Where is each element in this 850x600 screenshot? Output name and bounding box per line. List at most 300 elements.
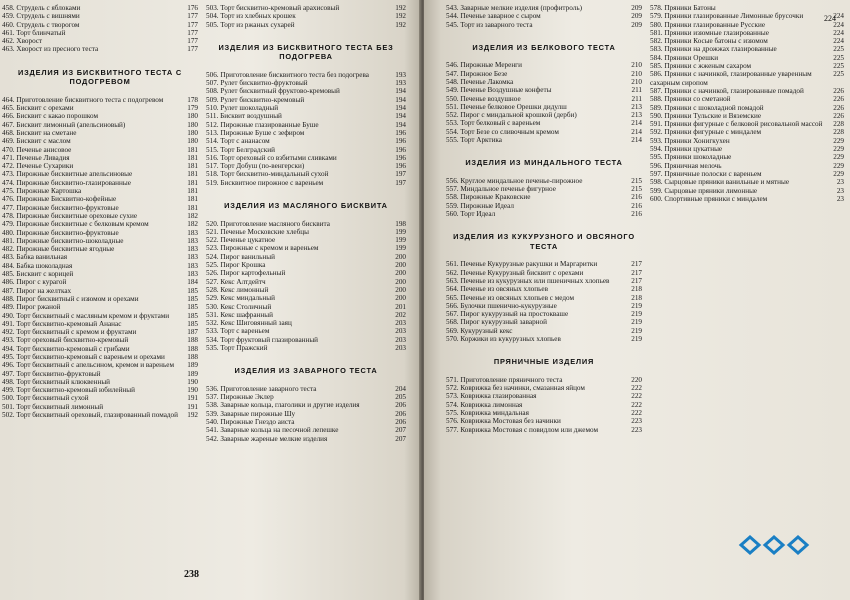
recipe-entry xyxy=(2,320,198,328)
recipe-entry xyxy=(206,435,406,443)
recipe-title: 561. Печенье Кукурузные ракушки и Маргаритки xyxy=(446,260,598,269)
recipe-entry xyxy=(2,212,198,220)
recipe-page-number: 182 xyxy=(187,211,198,220)
recipe-title: 549. Печенье Воздушные конфеты xyxy=(446,86,552,95)
recipe-entry xyxy=(650,145,844,153)
section-spacer xyxy=(446,343,642,357)
recipe-entry xyxy=(446,21,642,29)
recipe-page-number: 194 xyxy=(395,104,406,113)
recipe-page-number: 192 xyxy=(395,20,406,29)
recipe-page-number: 185 xyxy=(187,286,198,295)
recipe-entry xyxy=(2,104,198,112)
recipe-page-number: 211 xyxy=(631,94,642,103)
recipe-page-number: 181 xyxy=(187,162,198,171)
recipe-page-number: 196 xyxy=(395,145,406,154)
recipe-title: 523. Пирожные с кремом и вареньем xyxy=(206,244,319,253)
recipe-entry xyxy=(2,37,198,45)
recipe-title: 556. Круглое миндальное печенье-пирожное xyxy=(446,176,583,185)
recipe-page-number: 191 xyxy=(187,402,198,411)
recipe-entry xyxy=(2,328,198,336)
recipe-title: 500. Торт бисквитный сухой xyxy=(2,394,89,403)
recipe-page-number: 210 xyxy=(631,61,642,70)
recipe-entry xyxy=(2,21,198,29)
recipe-title: 543. Заварные мелкие изделия (профитроль) xyxy=(446,4,583,12)
recipe-page-number: 211 xyxy=(631,86,642,95)
section-spacer xyxy=(206,211,406,220)
recipe-page-number: 222 xyxy=(631,384,642,393)
recipe-entry xyxy=(206,327,406,335)
recipe-entry xyxy=(206,278,406,286)
recipe-page-number: 177 xyxy=(187,20,198,29)
recipe-entry xyxy=(206,311,406,319)
recipe-page-number: 197 xyxy=(395,178,406,187)
recipe-page-number: 209 xyxy=(631,20,642,29)
recipe-page-number: 219 xyxy=(631,335,642,344)
recipe-entry xyxy=(206,96,406,104)
recipe-entry xyxy=(206,244,406,252)
recipe-entry xyxy=(650,37,844,45)
recipe-page-number: 181 xyxy=(187,203,198,212)
recipe-page-number: 23 xyxy=(836,178,844,187)
recipe-page-number: 189 xyxy=(187,369,198,378)
recipe-entry xyxy=(2,45,198,53)
right-page-number: 224 xyxy=(824,14,836,23)
recipe-page-number: 181 xyxy=(187,170,198,179)
recipe-entry xyxy=(2,137,198,145)
recipe-entry xyxy=(650,162,844,170)
recipe-page-number: 224 xyxy=(833,20,844,29)
recipe-page-number: 207 xyxy=(395,426,406,435)
recipe-title: 481. Пирожные бисквитно-шоколадные xyxy=(2,236,124,245)
recipe-title: 509. Рулет бисквитно-кремовый xyxy=(206,95,305,104)
recipe-title: 472. Печенье Сухарики xyxy=(2,162,74,171)
recipe-title: 559. Пирожные Идеал xyxy=(446,201,515,210)
recipe-title: 491. Торт бисквитно-кремовый Ананас xyxy=(2,319,122,328)
recipe-page-number: 226 xyxy=(833,103,844,112)
recipe-entry xyxy=(650,178,844,186)
recipe-page-number: 181 xyxy=(187,195,198,204)
recipe-entry xyxy=(206,146,406,154)
recipe-entry xyxy=(446,392,642,400)
recipe-page-number: 229 xyxy=(833,145,844,154)
recipe-page-number: 185 xyxy=(187,303,198,312)
recipe-title: 542. Заварные жареные мелкие изделия xyxy=(206,434,328,443)
recipe-page-number: 197 xyxy=(395,170,406,179)
recipe-title: 525. Пирог Крошка xyxy=(206,261,266,270)
recipe-page-number: 181 xyxy=(187,145,198,154)
recipe-title: 532. Кекс Шиговянный заяц xyxy=(206,319,292,328)
recipe-entry xyxy=(446,401,642,409)
recipe-entry xyxy=(446,70,642,78)
recipe-title: 544. Печенье заварное с сыром xyxy=(446,12,541,21)
recipe-entry xyxy=(2,12,198,20)
recipe-page-number: 183 xyxy=(187,261,198,270)
recipe-page-number: 194 xyxy=(395,112,406,121)
recipe-page-number: 188 xyxy=(187,344,198,353)
recipe-title: 502. Торт бисквитный ореховый, глазированный помадой xyxy=(2,411,178,420)
recipe-page-number: 210 xyxy=(631,69,642,78)
recipe-entry xyxy=(446,193,642,201)
recipe-entry xyxy=(446,111,642,119)
recipe-page-number: 223 xyxy=(631,417,642,426)
section-heading: ИЗДЕЛИЯ ИЗ МИНДАЛЬНОГО ТЕСТА xyxy=(465,158,623,168)
right-page xyxy=(424,0,850,600)
recipe-entry xyxy=(650,87,844,95)
recipe-title: 511. Бисквит воздушный xyxy=(206,112,282,121)
recipe-title: 463. Хворост из пресного теста xyxy=(2,45,99,54)
recipe-entry xyxy=(206,261,406,269)
recipe-title: 540. Пирожные Гнездо аиста xyxy=(206,417,295,426)
recipe-page-number: 214 xyxy=(631,119,642,128)
recipe-title: 598. Сырцовые пряники ванильные и мятные xyxy=(650,178,790,187)
recipe-page-number: 201 xyxy=(395,302,406,311)
recipe-entry xyxy=(446,260,642,268)
recipe-entry xyxy=(446,119,642,127)
recipe-title: 526. Пирог картофельный xyxy=(206,269,286,278)
recipe-entry xyxy=(206,236,406,244)
recipe-entry xyxy=(206,79,406,87)
recipe-page-number: 190 xyxy=(187,377,198,386)
recipe-page-number: 229 xyxy=(833,153,844,162)
recipe-entry xyxy=(206,4,406,12)
recipe-page-number: 213 xyxy=(631,111,642,120)
recipe-page-number: 198 xyxy=(395,219,406,228)
recipe-title: 574. Коврижка лимонная xyxy=(446,400,523,409)
recipe-title: 553. Торт белковый с вареньем xyxy=(446,119,541,128)
recipe-title: 474. Пирожные бисквитно-глазированные xyxy=(2,178,131,187)
recipe-entry xyxy=(206,319,406,327)
recipe-entry xyxy=(2,378,198,386)
recipe-page-number: 187 xyxy=(187,328,198,337)
recipe-page-number: 229 xyxy=(833,136,844,145)
section-heading: ИЗДЕЛИЯ ИЗ ЗАВАРНОГО ТЕСТА xyxy=(234,366,378,376)
recipe-page-number: 192 xyxy=(395,4,406,12)
left-page xyxy=(0,0,421,600)
recipe-page-number: 220 xyxy=(631,375,642,384)
recipe-page-number: 183 xyxy=(187,236,198,245)
recipe-entry xyxy=(446,384,642,392)
recipe-title: 498. Торт бисквитный клюквенный xyxy=(2,377,110,386)
recipe-entry xyxy=(446,335,642,343)
recipe-entry xyxy=(206,162,406,170)
recipe-entry xyxy=(2,129,198,137)
recipe-title: 573. Коврижка глазированная xyxy=(446,392,537,401)
recipe-title: 594. Пряники цукатные xyxy=(650,145,723,154)
recipe-page-number: 23 xyxy=(836,186,844,195)
recipe-title: 596. Пряничная мелочь xyxy=(650,161,722,170)
recipe-entry xyxy=(650,120,844,128)
recipe-page-number: 200 xyxy=(395,261,406,270)
recipe-page-number: 199 xyxy=(395,244,406,253)
recipe-entry xyxy=(2,370,198,378)
recipe-entry xyxy=(206,228,406,236)
recipe-title: 558. Пирожные Краковские xyxy=(446,193,531,202)
recipe-entry xyxy=(650,153,844,161)
recipe-title: 585. Пряники с жженым сахаром xyxy=(650,62,752,71)
recipe-page-number: 181 xyxy=(187,187,198,196)
recipe-title: 465. Бисквит с орехами xyxy=(2,104,74,113)
recipe-page-number: 200 xyxy=(395,285,406,294)
recipe-title: 518. Торт бисквитно-миндальный сухой xyxy=(206,170,329,179)
recipe-entry xyxy=(2,295,198,303)
recipe-page-number: 204 xyxy=(395,384,406,393)
recipe-page-number: 178 xyxy=(187,95,198,104)
recipe-page-number: 215 xyxy=(631,176,642,185)
recipe-title: 475. Пирожные Картошка xyxy=(2,187,82,196)
recipe-title: 584. Пряники Орешки xyxy=(650,53,719,62)
section-spacer xyxy=(446,367,642,376)
recipe-title: 495. Торт бисквитно-кремовый с вареньем и орехами xyxy=(2,352,165,361)
recipe-entry xyxy=(446,409,642,417)
recipe-title: 541. Заварные кольца на песочной лепешке xyxy=(206,426,339,435)
recipe-entry xyxy=(206,71,406,79)
recipe-entry xyxy=(446,210,642,218)
section-spacer xyxy=(206,62,406,71)
recipe-title: 486. Пирог с курагой xyxy=(2,278,67,287)
recipe-page-number: 214 xyxy=(631,136,642,145)
recipe-page-number: 189 xyxy=(187,361,198,370)
recipe-page-number: 205 xyxy=(395,393,406,402)
recipe-title: 468. Бисквит на сметане xyxy=(2,128,77,137)
left-page-column-2 xyxy=(206,4,406,443)
recipe-title: 564. Печенье из овсяных хлопьев xyxy=(446,285,548,294)
section-heading: ИЗДЕЛИЯ ИЗ БИСКВИТНОГО ТЕСТА БЕЗ ПОДОГРЕВА xyxy=(218,42,394,62)
recipe-title: 469. Бисквит с маслом xyxy=(2,137,71,146)
recipe-title: 581. Пряники изюмные глазированные xyxy=(650,28,769,37)
recipe-page-number: 180 xyxy=(187,120,198,129)
recipe-page-number: 218 xyxy=(631,285,642,294)
section-spacer xyxy=(206,376,406,385)
recipe-page-number: 206 xyxy=(395,401,406,410)
section-spacer xyxy=(446,251,642,260)
recipe-title: 464. Приготовление бисквитного теста с подогревом xyxy=(2,95,164,104)
recipe-title: 516. Торт ореховый со взбитыми сливками xyxy=(206,153,337,162)
recipe-title: 519. Бисквитное пирожное с вареньем xyxy=(206,178,324,187)
recipe-page-number: 216 xyxy=(631,193,642,202)
recipe-page-number: 185 xyxy=(187,311,198,320)
recipe-title: 533. Торт с вареньем xyxy=(206,327,270,336)
recipe-entry xyxy=(650,195,844,203)
recipe-title: 471. Печенье Ливадия xyxy=(2,153,70,162)
recipe-entry xyxy=(206,170,406,178)
recipe-page-number: 218 xyxy=(631,293,642,302)
recipe-entry xyxy=(206,294,406,302)
section-spacer xyxy=(446,144,642,158)
recipe-title: 555. Торт Арктика xyxy=(446,136,502,145)
recipe-title: 563. Печенье из кукурузных или пшеничных хлопьев xyxy=(446,276,610,285)
recipe-title: 508. Рулет бисквитный фруктово-кремовый xyxy=(206,87,340,96)
recipe-page-number: 199 xyxy=(395,227,406,236)
recipe-title: 550. Печенье воздушное xyxy=(446,94,521,103)
recipe-title: 510. Рулет шоколадный xyxy=(206,104,279,113)
recipe-entry xyxy=(650,12,844,20)
recipe-page-number: 217 xyxy=(631,260,642,269)
recipe-title: 484. Бабка шоколадная xyxy=(2,261,73,270)
recipe-entry xyxy=(446,202,642,210)
recipe-entry xyxy=(446,185,642,193)
recipe-entry xyxy=(446,426,642,434)
recipe-entry xyxy=(206,303,406,311)
recipe-entry xyxy=(2,96,198,104)
recipe-title: 504. Торт из хлебных крошек xyxy=(206,12,296,21)
section-heading: ПРЯНИЧНЫЕ ИЗДЕЛИЯ xyxy=(493,357,595,367)
recipe-title: 579. Пряники глазированные Лимонные брусочки xyxy=(650,12,804,21)
recipe-page-number: 194 xyxy=(395,87,406,96)
recipe-page-number: 177 xyxy=(187,45,198,54)
recipe-title: 470. Печенье анисовое xyxy=(2,145,72,154)
section-spacer xyxy=(206,29,406,43)
recipe-title: 520. Приготовление масляного бисквита xyxy=(206,219,330,228)
recipe-page-number: 183 xyxy=(187,253,198,262)
recipe-page-number: 202 xyxy=(395,310,406,319)
recipe-title: 524. Пирог ванильный xyxy=(206,252,275,261)
recipe-page-number: 224 xyxy=(833,37,844,46)
recipe-entry xyxy=(2,29,198,37)
recipe-title: 570. Коржики из кукурузных хлопьев xyxy=(446,335,561,344)
recipe-entry xyxy=(206,286,406,294)
recipe-entry xyxy=(446,103,642,111)
recipe-page-number: 215 xyxy=(631,185,642,194)
section-spacer xyxy=(2,54,198,68)
recipe-title: 488. Пирог бисквитный с изюмом и орехами xyxy=(2,294,139,303)
recipe-entry xyxy=(206,137,406,145)
recipe-entry xyxy=(206,154,406,162)
recipe-title: 557. Миндальное печенье фигурное xyxy=(446,185,556,194)
recipe-page-number: 203 xyxy=(395,335,406,344)
recipe-page-number: 229 xyxy=(833,169,844,178)
recipe-title: 492. Торт бисквитный с кремом и фруктами xyxy=(2,328,137,337)
recipe-title: 531. Кекс шафранный xyxy=(206,310,273,319)
recipe-title: 552. Пирог с миндальной крошкой (дерби) xyxy=(446,111,577,120)
section-heading: ИЗДЕЛИЯ ИЗ БИСКВИТНОГО ТЕСТА С ПОДОГРЕВОМ xyxy=(18,67,182,87)
recipe-entry xyxy=(650,128,844,136)
recipe-title: 554. Торт Безе со сливочным кремом xyxy=(446,127,559,136)
recipe-page-number: 216 xyxy=(631,210,642,219)
recipe-entry xyxy=(2,170,198,178)
recipe-entry xyxy=(2,245,198,253)
recipe-title: 546. Пирожные Меренги xyxy=(446,61,522,70)
recipe-entry xyxy=(446,294,642,302)
recipe-entry xyxy=(446,376,642,384)
section-spacer xyxy=(446,52,642,61)
recipe-title: 597. Пряничные полоски с вареньем xyxy=(650,169,762,178)
recipe-page-number: 177 xyxy=(187,28,198,37)
recipe-entry xyxy=(206,269,406,277)
recipe-page-number: 206 xyxy=(395,417,406,426)
recipe-page-number: 193 xyxy=(395,79,406,88)
recipe-page-number: 192 xyxy=(187,411,198,420)
recipe-title: 485. Бисквит с корицей xyxy=(2,270,74,279)
recipe-page-number: 193 xyxy=(395,70,406,79)
recipe-page-number: 223 xyxy=(631,425,642,434)
recipe-entry xyxy=(206,344,406,352)
recipe-page-number: 203 xyxy=(395,327,406,336)
recipe-entry xyxy=(206,21,406,29)
section-spacer xyxy=(2,87,198,96)
recipe-title: 530. Кекс Столичный xyxy=(206,302,272,311)
recipe-title: 506. Приготовление бисквитного теста без подогрева xyxy=(206,70,369,79)
recipe-entry xyxy=(2,312,198,320)
recipe-entry xyxy=(2,220,198,228)
recipe-page-number: 219 xyxy=(631,301,642,310)
recipe-page-number: 177 xyxy=(187,37,198,46)
recipe-entry xyxy=(206,410,406,418)
recipe-title: 548. Печенье Лакомка xyxy=(446,77,514,86)
recipe-title: 461. Торт блинчатый xyxy=(2,28,66,37)
recipe-title: 522. Печенье цукатное xyxy=(206,236,276,245)
recipe-title: 582. Пряники Косые батоны с изюмом xyxy=(650,37,768,46)
recipe-title: 593. Пряники Хонигкухен xyxy=(650,136,730,145)
recipe-entry xyxy=(206,336,406,344)
recipe-page-number: 225 xyxy=(833,45,844,54)
recipe-page-number: 225 xyxy=(833,53,844,62)
recipe-entry xyxy=(2,278,198,286)
recipe-title: 562. Печенье Кукурузный бисквит с орехами xyxy=(446,268,584,277)
recipe-title: 586. Пряники с начинкой, глазированные уваренным сахарным сиропом xyxy=(650,70,812,87)
recipe-entry xyxy=(2,386,198,394)
recipe-page-number: 194 xyxy=(395,95,406,104)
recipe-entry xyxy=(206,393,406,401)
recipe-page-number: 180 xyxy=(187,128,198,137)
recipe-page-number: 183 xyxy=(187,228,198,237)
recipe-page-number: 200 xyxy=(395,277,406,286)
recipe-page-number: 200 xyxy=(395,269,406,278)
recipe-page-number: 183 xyxy=(187,270,198,279)
recipe-page-number: 229 xyxy=(833,161,844,170)
recipe-entry xyxy=(2,112,198,120)
recipe-entry xyxy=(446,302,642,310)
recipe-page-number: 219 xyxy=(631,310,642,319)
recipe-page-number: 224 xyxy=(833,12,844,21)
recipe-entry xyxy=(446,86,642,94)
recipe-entry xyxy=(650,137,844,145)
recipe-title: 566. Булочки пшенично-кукурузные xyxy=(446,301,557,310)
recipe-page-number: 206 xyxy=(395,409,406,418)
recipe-entry xyxy=(2,270,198,278)
recipe-entry xyxy=(206,179,406,187)
recipe-title: 565. Печенье из овсяных хлопьев с медом xyxy=(446,293,575,302)
recipe-title: 482. Пирожные бисквитные ягодные xyxy=(2,245,115,254)
recipe-title: 503. Торт бисквитно-кремовый арахисовый xyxy=(206,4,340,12)
recipe-entry xyxy=(2,336,198,344)
recipe-page-number: 214 xyxy=(631,127,642,136)
recipe-title: 539. Заварные пирожные Шу xyxy=(206,409,296,418)
recipe-page-number: 225 xyxy=(833,62,844,71)
recipe-title: 599. Сырцовые пряники лимонные xyxy=(650,186,758,195)
recipe-entry xyxy=(446,136,642,144)
recipe-title: 515. Торт Белградский xyxy=(206,145,275,154)
recipe-page-number: 217 xyxy=(631,268,642,277)
recipe-entry xyxy=(650,70,844,87)
recipe-page-number: 184 xyxy=(187,278,198,287)
recipe-page-number: 23 xyxy=(836,194,844,203)
recipe-entry xyxy=(206,12,406,20)
recipe-page-number: 222 xyxy=(631,400,642,409)
recipe-title: 490. Торт бисквитный с масляным кремом и фруктами xyxy=(2,311,170,320)
recipe-page-number: 181 xyxy=(187,153,198,162)
recipe-page-number: 209 xyxy=(631,4,642,12)
recipe-entry xyxy=(446,277,642,285)
recipe-entry xyxy=(2,394,198,402)
recipe-page-number: 228 xyxy=(833,120,844,129)
recipe-page-number: 228 xyxy=(833,128,844,137)
recipe-page-number: 180 xyxy=(187,112,198,121)
recipe-title: 480. Пирожные бисквитно-фруктовые xyxy=(2,228,119,237)
right-page-column-2 xyxy=(650,4,844,203)
recipe-title: 462. Хворост xyxy=(2,37,43,46)
recipe-title: 569. Кукурузный кекс xyxy=(446,326,513,335)
recipe-title: 505. Торт из ржаных сухарей xyxy=(206,20,295,29)
